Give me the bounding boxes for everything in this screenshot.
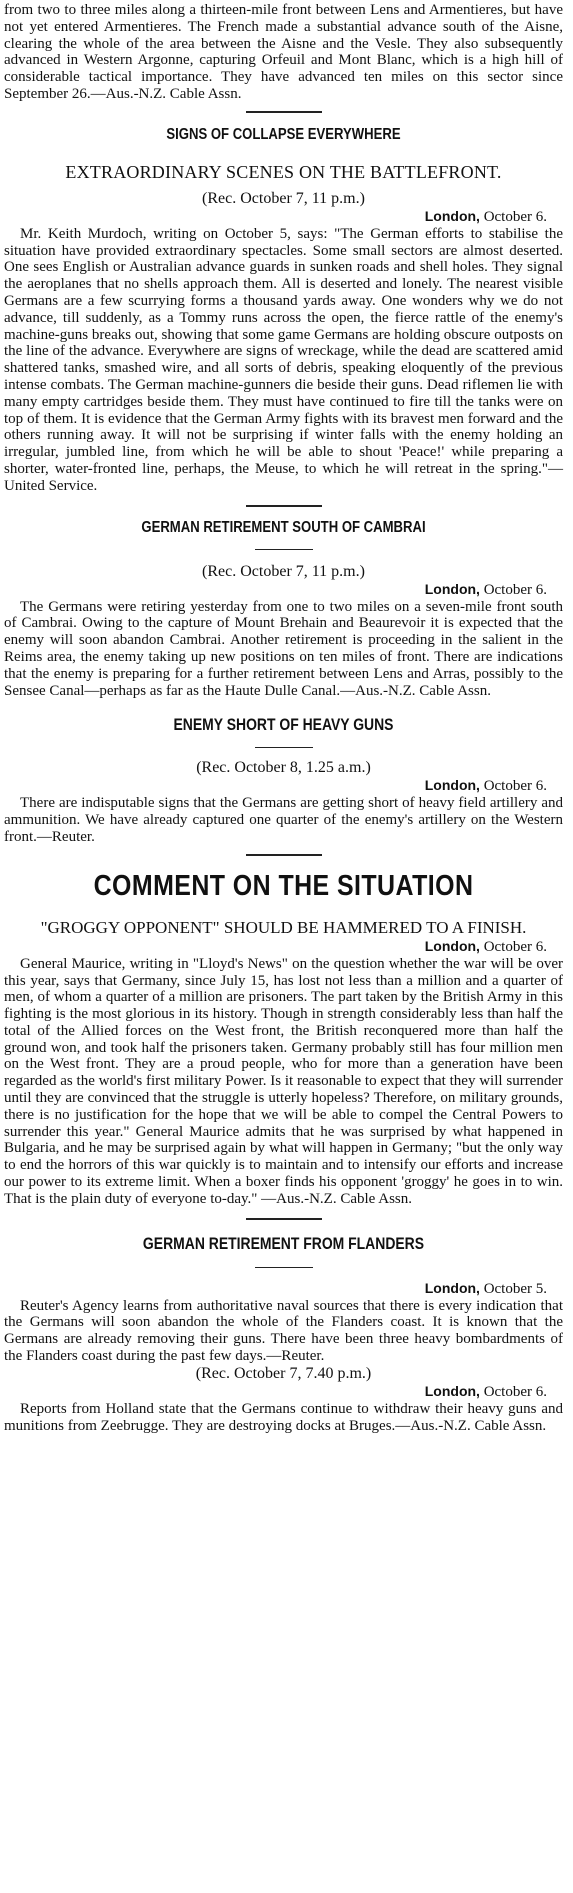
article-heavy-guns: [4, 715, 563, 845]
section-divider: [246, 111, 322, 113]
intro-paragraph: from two to three miles along a thirteen-mile front between Lens and Armentieres, but have not yet entered Armentieres. The French made a substantial advance south of the Aisne, clearing the whole of the area between the Aisne and the Vesle. They also subsequently advanced in Western Argonne, capturing Orfeuil and Mont Blanc, which is a high hill of considerable tactical importance. They have advanced ten miles on this sector since September 26.—Aus.-N.Z. Cable Assn.: [4, 2, 563, 102]
article-subheading: "GROGGY OPPONENT" SHOULD BE HAMMERED TO A FINISH.: [40, 917, 527, 937]
article-heading: ENEMY SHORT OF HEAVY GUNS: [173, 715, 394, 735]
dateline: [4, 1280, 563, 1298]
dateline-place: London,: [424, 1382, 480, 1399]
article-heading: GERMAN RETIREMENT FROM FLANDERS: [142, 1233, 425, 1253]
dateline-date: October 6.: [483, 1383, 547, 1400]
dateline: [4, 938, 563, 956]
dateline-place: London,: [424, 777, 480, 794]
dateline: [4, 208, 563, 226]
article-body: There are indisputable signs that the Germans are getting short of heavy field artillery and ammunition. We have already captured one quarter of the enemy's artillery on the Western front.—Reuter.: [4, 795, 563, 845]
article-body: The Germans were retiring yesterday from one to two miles on a seven-mile front south of Cambrai. Owing to the capture of Mount Brehain and Beaurevoir it is expected that the enemy will soon abandon Cambrai. Another retirement is proceeding in the salient in the Reims area, the enemy taking up new positions on ten miles of front. There are indications that the enemy is preparing for a further retirement between Lens and Arras, possibly to the Sensee Canal—perhaps as far as the Haute Dulle Canal.—Aus.-N.Z. Cable Assn.: [4, 598, 563, 699]
article-cambrai: [4, 519, 563, 700]
dateline: [4, 777, 563, 795]
heading-rule: [255, 1267, 313, 1268]
dateline-place: London,: [424, 207, 480, 224]
dateline: [4, 1383, 563, 1401]
received-time: (Rec. October 8, 1.25 a.m.): [196, 759, 371, 777]
dateline-date: October 6.: [483, 938, 547, 955]
article-comment: [4, 870, 563, 1208]
dateline-date: October 6.: [483, 208, 547, 225]
received-time: (Rec. October 7, 7.40 p.m.): [195, 1364, 372, 1382]
article-heading: GERMAN RETIREMENT SOUTH OF CAMBRAI: [141, 518, 426, 536]
article-body: Reports from Holland state that the Germans continue to withdraw their heavy guns and munitions from Zeebrugge. They are destroying docks at Bruges.—Aus.-N.Z. Cable Assn.: [4, 1400, 563, 1434]
article-body: General Maurice, writing in "Lloyd's News" on the question whether the war will be over this year, says that Germany, since July 15, has lost not less than a million and a quarter of men, of whom a quarter of a million are prisoners. The part taken by the British Army in this fighting is the most glorious in its history. Though in strength considerably less than half the total of the Allied forces on the West front, the British reconquered more than half the ground won, and took half the prisoners taken. Germany probably still has four million men on the West front. They are a proud people, who for more than a generation have been regarded as the world's first military Power. Is it reasonable to expect that they will surrender until they are convinced that the struggle is utterly hopeless? Therefore, on military grounds, there is no justification for the hope that we will be able to compel the Central Powers to surrender this year." General Maurice admits that he was surprised by what happened in Bulgaria, and he may be surprised again by what will happen in Germany; "but the only way to end the horrors of this war quickly is to maintain and to intensify our efforts and increase our power to its extreme limit. When a boxer finds his opponent 'groggy' he goes in to win. That is the plain duty of everyone to-day." —Aus.-N.Z. Cable Assn.: [4, 955, 563, 1207]
article-signs-of-collapse: [4, 126, 563, 495]
article-body: Reuter's Agency learns from authoritative naval sources that there is every indication that the Germans will soon abandon the whole of the Flanders coast. It is known that the Germans are already removing their guns. There have been three heavy bombardments of the Flanders coast during the past few days.—Reuter.: [4, 1297, 563, 1365]
dateline: [4, 581, 563, 599]
heading-rule: [255, 549, 313, 550]
heading-rule: [255, 747, 313, 748]
dateline-place: London,: [424, 937, 480, 954]
article-flanders: [4, 1234, 563, 1435]
section-divider: [246, 854, 322, 856]
dateline-place: London,: [424, 1279, 480, 1296]
received-time: (Rec. October 7, 11 p.m.): [202, 189, 365, 207]
main-heading: COMMENT ON THE SITUATION: [93, 869, 474, 902]
section-divider: [246, 1218, 322, 1220]
article-subheading: EXTRAORDINARY SCENES ON THE BATTLEFRONT.: [65, 161, 502, 182]
article-body: Mr. Keith Murdoch, writing on October 5, says: "The German efforts to stabilise the situation have provided extraordinary spectacles. Some small sectors are almost deserted. One sees English or Australian advance guards in sunken roads and shell holes. They signal the aeroplanes that no shells approach them. All is deserted and lonely. The nearest visible Germans are a few scurrying forms a thousand yards away. One wonders why we do not advance, till suddenly, as a Tommy runs across the open, the fierce rattle of the enemy's machine-guns breaks out, showing that some game Germans are holding obscure outposts on the line of the advance. Everywhere are signs of wreckage, while the dead are scattered amid shattered tanks, smashed wire, and all sorts of debris, speaking eloquently of the previous intense combats. The German machine-gunners die beside their guns. Dead riflemen lie with many empty cartridges beside them. They must have continued to fire till the tanks were on top of them. It is evidence that the German Army fights with its bravest men forward and the others running away. It will not be surprising if winter falls with the enemy holding an irregular, jumbled line, from which he will be able to shout 'Peace!' while preparing a shorter, water-fronted line, perhaps, the Meuse, to which he will retreat in the spring."—United Service.: [4, 225, 563, 494]
section-divider: [246, 505, 322, 507]
dateline-place: London,: [424, 580, 480, 597]
dateline-date: October 6.: [483, 778, 547, 795]
article-heading: SIGNS OF COLLAPSE EVERYWHERE: [166, 125, 401, 143]
received-time: (Rec. October 7, 11 p.m.): [202, 562, 365, 580]
dateline-date: October 5.: [483, 1280, 547, 1297]
dateline-date: October 6.: [483, 581, 547, 598]
